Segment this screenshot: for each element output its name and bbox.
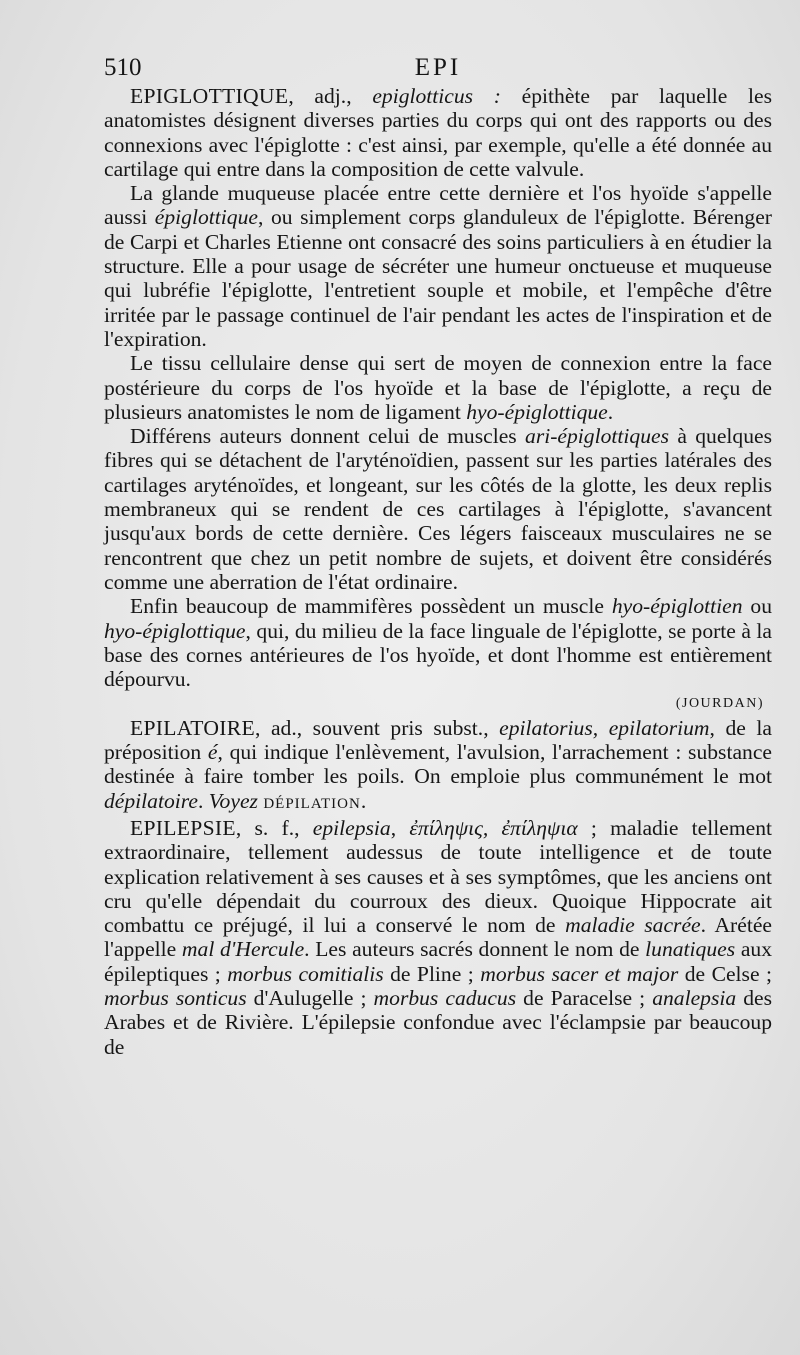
italic-text: Voyez [208,788,258,813]
text-run: Enfin beaucoup de mammifères possèdent un muscle [130,594,612,619]
text-run: , adj., [288,84,373,108]
text-run: , qui, du milieu de la face linguale de l'épiglotte, se porte à la base des cornes antérieures de l'os hyoïde, et dont l'homme est entièrement dépourvu. [104,618,772,692]
italic-text: analepsia [652,985,737,1010]
text-run: . [360,788,367,813]
italic-text: morbus sacer et major [480,961,679,986]
italic-text: morbus comitialis [227,961,384,986]
text-run: La glande muqueuse placée entre cette dernière et l'os hyoïde s'appelle aussi [104,181,772,230]
entry-headword: EPIGLOTTIQUE [130,84,289,108]
text-run: , ad., souvent pris subst., [254,715,500,740]
italic-text: epilatorius, epilatorium [499,715,710,740]
text-run: ; maladie tellement extraordinaire, tellement audessus de toute intelligence et de toute explication relativement à ses causes et à ses symptômes, que les anciens ont cru qu'elle dépendait du courroux des dieux. Quoique Hippocrate ait combattu ce préjugé, il lui a conservé le nom de [104,815,773,938]
italic-text: mal d'Hercule [181,937,305,962]
italic-text: hyo-épiglottien [611,594,743,619]
text-run: . [197,788,209,813]
dictionary-entry [104,84,772,717]
text-run: , de la préposition [104,715,772,765]
italic-text: epilepsia [312,815,391,840]
italic-text: epiglotticus : [372,84,501,108]
entry-paragraph [104,84,772,181]
text-run: . Les auteurs sacrés donnent le nom de [304,937,646,962]
italic-text: morbus sonticus [104,985,247,1010]
italic-text: lunatiques [645,937,736,962]
text-run: , s. f., [235,815,313,840]
text-run: de Pline ; [383,961,481,986]
dictionary-entry [104,816,772,1059]
italic-text: dépilatoire [104,788,198,813]
page-header [104,48,772,88]
text-run: Différens auteurs donnent celui de muscles [130,424,526,449]
text-run: ou [742,594,772,619]
page-number: 510 [104,54,142,81]
text-run: aux épileptiques ; [104,937,773,986]
text-run: d'Aulugelle ; [246,985,374,1010]
text-run: de Paracelse ; [516,985,653,1010]
entry-paragraph [104,816,772,1059]
italic-text: ari-épiglottiques [525,424,669,449]
running-head: EPI [414,54,462,81]
entry-paragraph [104,594,772,691]
text-run: , qui indique l'enlèvement, l'avulsion, l'arrachement : substance destinée à faire tomber les poils. On emploie plus communément le mot [104,740,773,789]
text-run: . [607,399,614,424]
text-run: . Arétée l'appelle [104,913,772,962]
text-run: épithète par laquelle les anatomistes désignent diverses parties du corps qui ont des rapports ou des connexions avec l'épiglotte : c'est ainsi, par exemple, qu'elle a été donnée au cartilage qui entre dans la composition de cette valvule. [104,84,773,181]
italic-text: épiglottique [154,205,258,230]
text-run: de Celse ; [678,961,772,986]
text-run: des Arabes et de Rivière. L'épilepsie confondue avec l'éclampsie par beaucoup de [104,985,772,1059]
text-run: Le tissu cellulaire dense qui sert de moyen de connexion entre la face postérieure du corps de l'os hyoïde et la base de l'épiglotte, a reçu de plusieurs anatomistes le nom de ligament [104,351,772,424]
cross-reference: DÉPILATION [263,795,361,812]
italic-text: ἐπίληψις, ἐπίληψια [409,815,578,840]
italic-text: morbus caducus [373,985,517,1010]
page-body [104,84,772,1059]
author-signature: (JOURDAN) [675,696,764,712]
entry-paragraph [104,181,772,351]
text-run: à quelques fibres qui se détachent de l'aryténoïdien, passent sur les parties latérales des cartilages aryténoïdes, et longeant, sur les côtés de la glotte, les deux replis membraneux qui se rendent de ces cartilages à l'épiglotte, s'avancent jusqu'aux bords de cette dernière. Ces légers faisceaux musculaires ne se rencontrent que chez un petit nombre de sujets, et doivent être considérés comme une aberration de l'état ordinaire. [104,424,773,594]
italic-text: hyo-épiglottique [104,618,246,643]
italic-text: maladie sacrée [565,913,701,938]
text-run: , [390,815,410,840]
entry-paragraph [104,716,772,816]
text-run: , ou simplement corps glanduleux de l'épiglotte. Bérenger de Carpi et Charles Etienne ont consacré des soins particuliers à en étudier la structure. Elle a pour usage de sécréter une humeur onctueuse et muqueuse qui lubréfie l'épiglotte, l'entretient souple et mobile, et l'empêche d'être irritée par le passage continuel de l'air pendant les actes de l'inspiration et de l'expiration. [104,205,772,351]
italic-text: é [207,740,218,765]
entry-paragraph [104,424,772,594]
entry-headword: EPILEPSIE [130,815,236,840]
italic-text: hyo-épiglottique [466,399,608,424]
dictionary-entry [104,716,772,816]
entry-paragraph [104,351,772,424]
entry-headword: EPILATOIRE [130,715,255,740]
